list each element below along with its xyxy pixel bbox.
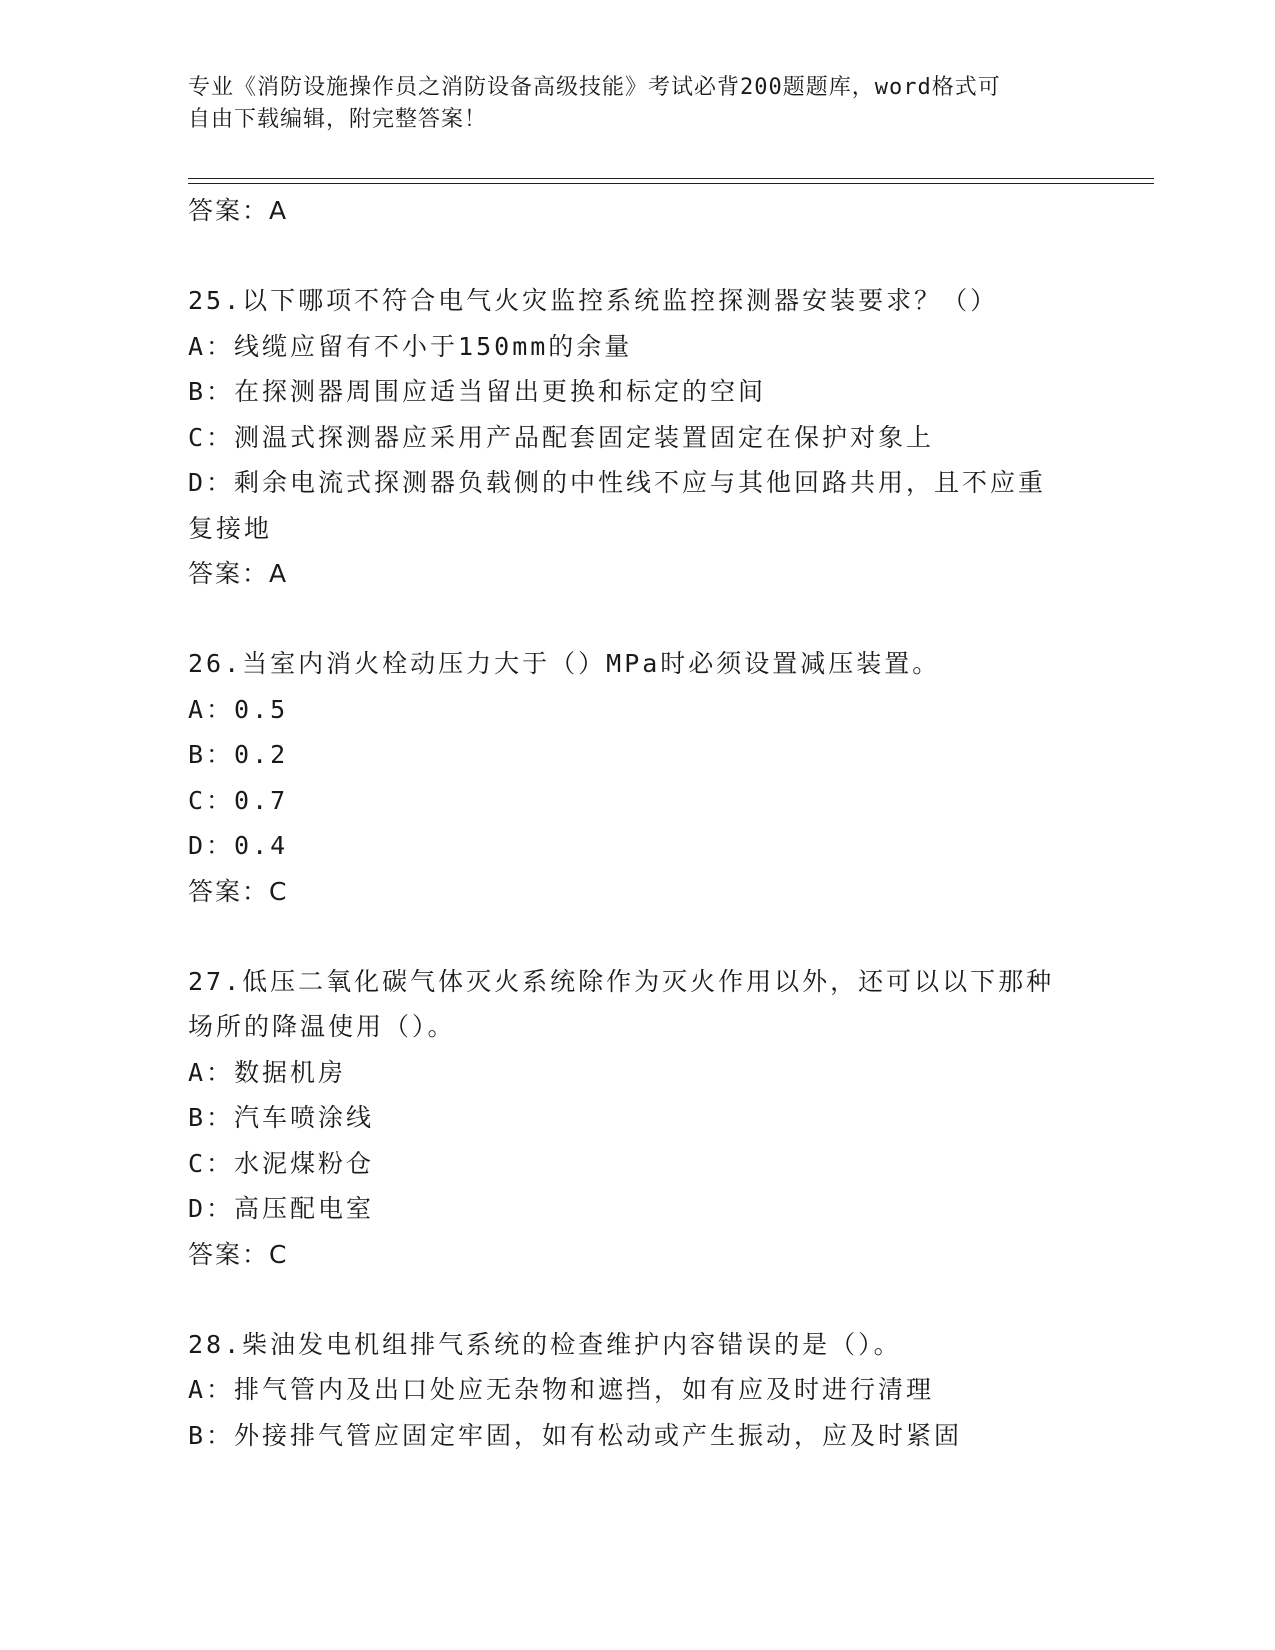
header-divider-top bbox=[188, 178, 1154, 179]
option-text: B：外接排气管应固定牢固，如有松动或产生振动，应及时紧固 bbox=[188, 1420, 963, 1450]
question-list bbox=[188, 188, 1088, 1458]
option-text: B：0.2 bbox=[188, 740, 289, 769]
option-text: D：0.4 bbox=[188, 831, 289, 860]
option-text: C：测温式探测器应采用产品配套固定装置固定在保护对象上 bbox=[188, 422, 935, 452]
header-title-line-1: 专业《消防设施操作员之消防设备高级技能》考试必背200题题库，word格式可 bbox=[188, 75, 1001, 100]
answer-line: 答案：C bbox=[188, 1239, 289, 1269]
option-text: A：数据机房 bbox=[188, 1057, 347, 1087]
header-title-line-2: 自由下载编辑，附完整答案！ bbox=[188, 107, 488, 132]
answer-line: 答案：A bbox=[188, 196, 289, 225]
question-text: 场所的降温使用（）。 bbox=[188, 1012, 456, 1041]
question-block bbox=[188, 278, 1088, 597]
answer-line: 答案：C bbox=[188, 876, 289, 906]
option-text: D：高压配电室 bbox=[188, 1194, 375, 1223]
option-text: 复接地 bbox=[188, 513, 273, 543]
question-block bbox=[188, 959, 1088, 1278]
question-text: 25.以下哪项不符合电气火灾监控系统监控探测器安装要求？（） bbox=[188, 286, 999, 315]
answer-line: 答案：A bbox=[188, 559, 289, 588]
option-text: B：在探测器周围应适当留出更换和标定的空间 bbox=[188, 377, 767, 406]
question-block bbox=[188, 641, 1088, 915]
option-text: B：汽车喷涂线 bbox=[188, 1103, 375, 1132]
option-text: C：0.7 bbox=[188, 785, 289, 815]
header-divider-bottom bbox=[188, 183, 1154, 184]
option-text: D：剩余电流式探测器负载侧的中性线不应与其他回路共用，且不应重 bbox=[188, 468, 1047, 497]
question-text: 27.低压二氧化碳气体灭火系统除作为灭火作用以外，还可以以下那种 bbox=[188, 966, 1055, 996]
option-text: A：线缆应留有不小于150mm的余量 bbox=[188, 331, 633, 361]
question-block bbox=[188, 1322, 1088, 1459]
option-text: A：排气管内及出口处应无杂物和遮挡，如有应及时进行清理 bbox=[188, 1375, 935, 1404]
page-header bbox=[188, 72, 1088, 136]
option-text: C：水泥煤粉仓 bbox=[188, 1148, 375, 1178]
question-text: 26.当室内消火栓动压力大于（）MPa时必须设置减压装置。 bbox=[188, 649, 941, 678]
option-text: A：0.5 bbox=[188, 694, 289, 724]
question-text: 28.柴油发电机组排气系统的检查维护内容错误的是（）。 bbox=[188, 1329, 902, 1359]
